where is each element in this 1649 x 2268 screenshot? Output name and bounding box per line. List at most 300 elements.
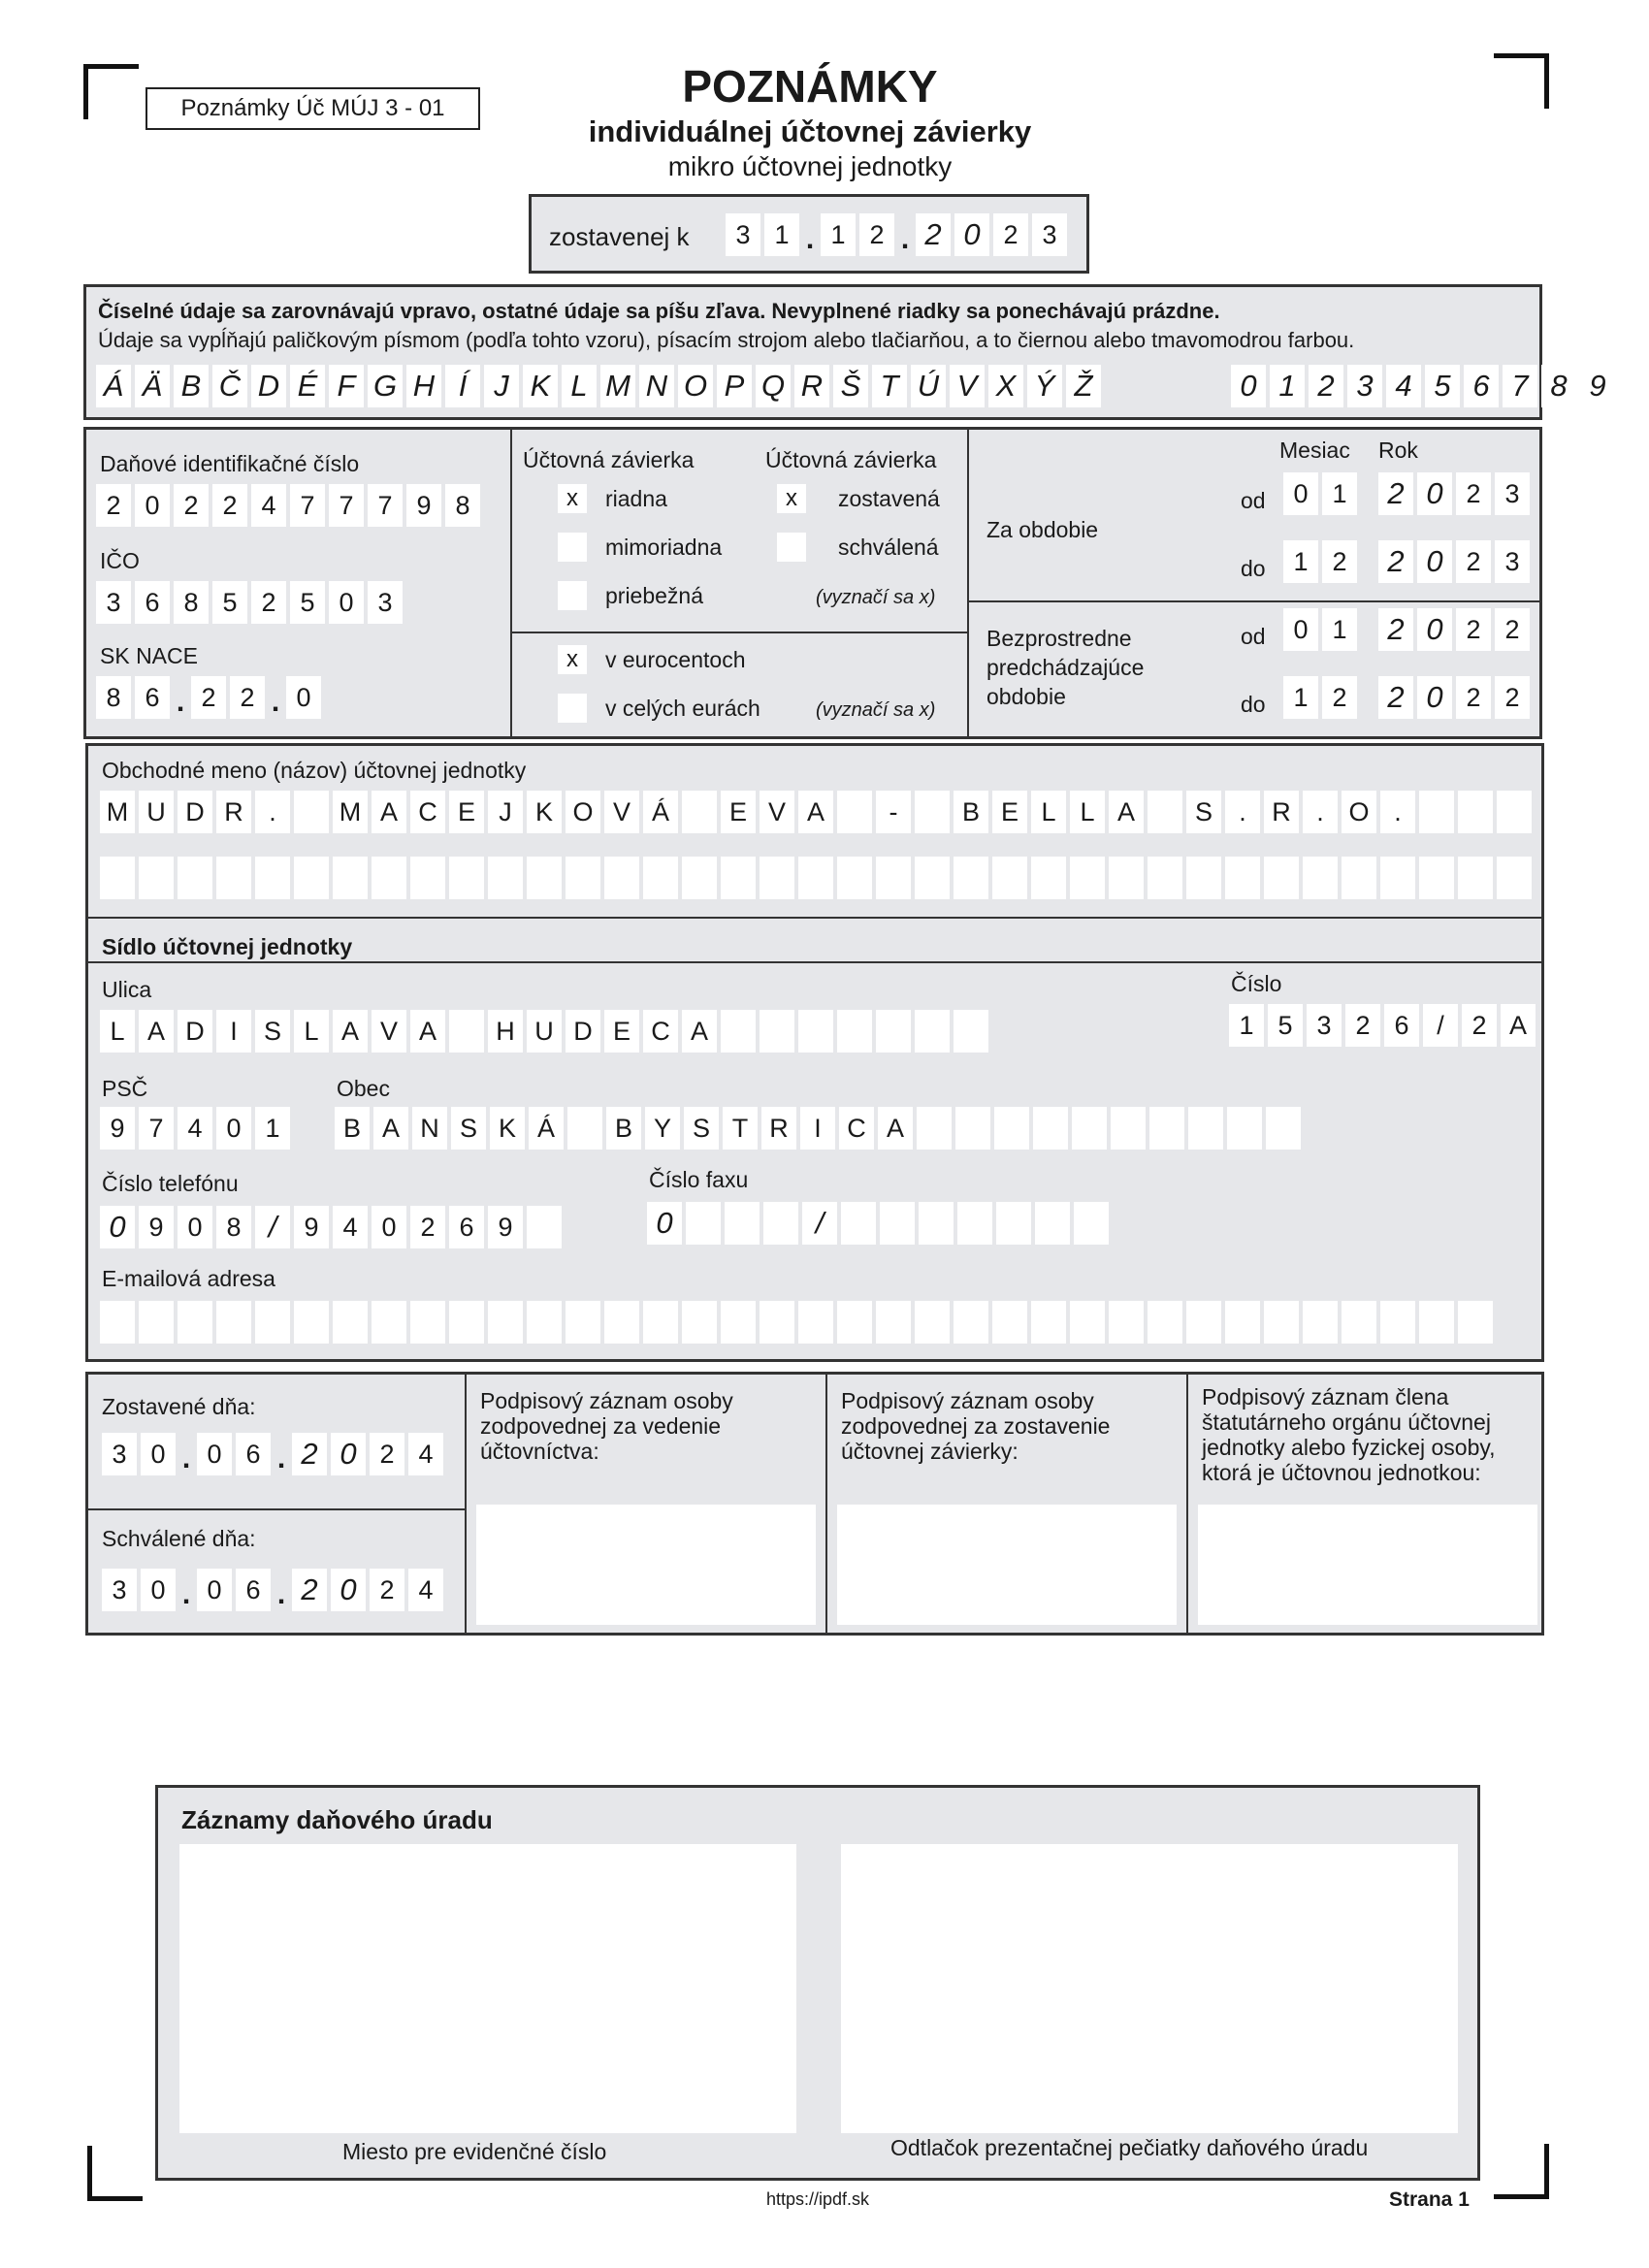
email-char[interactable] bbox=[255, 1301, 290, 1344]
month-digit[interactable]: 0 bbox=[1283, 608, 1318, 651]
year-digit[interactable]: 0 bbox=[1417, 540, 1452, 583]
year-digit[interactable]: 2 bbox=[1456, 472, 1491, 515]
email-char[interactable] bbox=[333, 1301, 368, 1344]
fax-char[interactable] bbox=[919, 1202, 954, 1245]
name-char[interactable] bbox=[1186, 857, 1221, 899]
date-digit[interactable]: 1 bbox=[764, 213, 799, 256]
dic-digit[interactable]: 2 bbox=[174, 484, 209, 527]
year-digit[interactable]: 2 bbox=[1378, 676, 1413, 719]
fax-field[interactable] bbox=[647, 1202, 1109, 1245]
fax-char[interactable] bbox=[1035, 1202, 1070, 1245]
email-char[interactable] bbox=[449, 1301, 484, 1344]
city-char[interactable]: B bbox=[335, 1107, 370, 1150]
name-char[interactable]: E bbox=[992, 791, 1027, 833]
email-char[interactable] bbox=[837, 1301, 872, 1344]
year-digit[interactable]: 2 bbox=[1456, 540, 1491, 583]
city-char[interactable] bbox=[1072, 1107, 1107, 1150]
name-char[interactable] bbox=[178, 857, 212, 899]
name-char[interactable] bbox=[721, 857, 756, 899]
psc-digit[interactable]: 0 bbox=[216, 1107, 251, 1150]
date-digit[interactable]: 2 bbox=[916, 213, 951, 256]
email-char[interactable] bbox=[294, 1301, 329, 1344]
year-digit[interactable]: 2 bbox=[1495, 608, 1530, 651]
year-digit[interactable]: 2 bbox=[1378, 472, 1413, 515]
ico-digit[interactable]: 3 bbox=[96, 581, 131, 624]
month-digit[interactable]: 2 bbox=[1322, 676, 1357, 719]
stamp-field[interactable] bbox=[841, 1844, 1458, 2133]
phone-char[interactable]: 9 bbox=[294, 1206, 329, 1248]
name-char[interactable] bbox=[566, 857, 600, 899]
number-char[interactable]: 6 bbox=[1384, 1004, 1419, 1047]
email-char[interactable] bbox=[604, 1301, 639, 1344]
psc-digit[interactable]: 1 bbox=[255, 1107, 290, 1150]
email-char[interactable] bbox=[682, 1301, 717, 1344]
name-char[interactable] bbox=[1264, 857, 1299, 899]
city-char[interactable]: B bbox=[606, 1107, 641, 1150]
name-char[interactable]: - bbox=[876, 791, 911, 833]
fax-char[interactable]: 0 bbox=[647, 1202, 682, 1245]
month-digit[interactable]: 2 bbox=[1322, 540, 1357, 583]
dic-digit[interactable]: 0 bbox=[135, 484, 170, 527]
fax-char[interactable] bbox=[957, 1202, 992, 1245]
city-char[interactable]: N bbox=[412, 1107, 447, 1150]
city-char[interactable]: A bbox=[878, 1107, 913, 1150]
email-char[interactable] bbox=[643, 1301, 678, 1344]
name-char[interactable]: V bbox=[760, 791, 794, 833]
month-digit[interactable]: 1 bbox=[1283, 540, 1318, 583]
approved-checkbox[interactable] bbox=[777, 533, 806, 562]
name-char[interactable] bbox=[216, 857, 251, 899]
dic-digit[interactable]: 7 bbox=[290, 484, 325, 527]
dic-digit[interactable]: 8 bbox=[445, 484, 480, 527]
street-char[interactable]: U bbox=[527, 1010, 562, 1053]
city-char[interactable]: Y bbox=[645, 1107, 680, 1150]
name-char[interactable] bbox=[837, 791, 872, 833]
name-char[interactable] bbox=[333, 857, 368, 899]
name-char[interactable]: S bbox=[1186, 791, 1221, 833]
signature-2-field[interactable] bbox=[837, 1505, 1177, 1625]
dic-digit[interactable]: 7 bbox=[368, 484, 403, 527]
street-char[interactable] bbox=[954, 1010, 988, 1053]
name-char[interactable] bbox=[876, 857, 911, 899]
phone-char[interactable]: 9 bbox=[488, 1206, 523, 1248]
regular-checkbox[interactable]: x bbox=[558, 484, 587, 513]
company-name-row-1[interactable] bbox=[100, 791, 1532, 833]
number-char[interactable]: A bbox=[1501, 1004, 1536, 1047]
street-char[interactable]: E bbox=[604, 1010, 639, 1053]
email-char[interactable] bbox=[100, 1301, 135, 1344]
street-char[interactable] bbox=[876, 1010, 911, 1053]
city-label: Obec bbox=[337, 1076, 390, 1101]
email-char[interactable] bbox=[876, 1301, 911, 1344]
city-char[interactable]: I bbox=[800, 1107, 835, 1150]
fax-char[interactable] bbox=[686, 1202, 721, 1245]
year-digit[interactable]: 2 bbox=[1378, 608, 1413, 651]
name-char[interactable]: O bbox=[1342, 791, 1376, 833]
dic-digit[interactable]: 4 bbox=[251, 484, 286, 527]
name-char[interactable] bbox=[1342, 857, 1376, 899]
name-char[interactable] bbox=[1380, 857, 1415, 899]
name-char[interactable] bbox=[915, 791, 950, 833]
name-char[interactable] bbox=[798, 857, 833, 899]
name-char[interactable] bbox=[255, 857, 290, 899]
psc-digit[interactable]: 9 bbox=[100, 1107, 135, 1150]
fax-char[interactable] bbox=[725, 1202, 760, 1245]
nace-digit[interactable]: 2 bbox=[191, 676, 226, 719]
number-char[interactable]: 2 bbox=[1462, 1004, 1497, 1047]
date-digit[interactable]: 0 bbox=[954, 213, 989, 256]
psc-digit[interactable]: 7 bbox=[139, 1107, 174, 1150]
date-digit[interactable]: 6 bbox=[236, 1569, 271, 1611]
year-digit[interactable]: 0 bbox=[1417, 608, 1452, 651]
city-char[interactable]: Á bbox=[529, 1107, 564, 1150]
name-char[interactable]: B bbox=[954, 791, 988, 833]
city-char[interactable]: S bbox=[684, 1107, 719, 1150]
signature-1-field[interactable] bbox=[476, 1505, 816, 1625]
city-char[interactable] bbox=[1149, 1107, 1184, 1150]
date-digit[interactable]: 0 bbox=[141, 1433, 176, 1475]
compiled-on-date[interactable] bbox=[102, 1433, 443, 1475]
city-char[interactable] bbox=[917, 1107, 952, 1150]
email-char[interactable] bbox=[1264, 1301, 1299, 1344]
nace-digit[interactable]: 8 bbox=[96, 676, 131, 719]
city-char[interactable] bbox=[1033, 1107, 1068, 1150]
street-char[interactable]: H bbox=[488, 1010, 523, 1053]
month-digit[interactable]: 1 bbox=[1322, 472, 1357, 515]
phone-char[interactable]: / bbox=[255, 1206, 290, 1248]
street-char[interactable]: I bbox=[216, 1010, 251, 1053]
year-digit[interactable]: 2 bbox=[1456, 676, 1491, 719]
email-char[interactable] bbox=[1109, 1301, 1144, 1344]
email-char[interactable] bbox=[992, 1301, 1027, 1344]
street-char[interactable]: L bbox=[100, 1010, 135, 1053]
date-digit[interactable]: 2 bbox=[370, 1433, 404, 1475]
dic-digit[interactable]: 2 bbox=[96, 484, 131, 527]
email-char[interactable] bbox=[954, 1301, 988, 1344]
name-char[interactable]: D bbox=[178, 791, 212, 833]
dic-digit[interactable]: 2 bbox=[212, 484, 247, 527]
ico-field[interactable] bbox=[96, 581, 403, 624]
ico-digit[interactable]: 0 bbox=[329, 581, 364, 624]
date-digit[interactable]: 3 bbox=[102, 1433, 137, 1475]
city-char[interactable] bbox=[955, 1107, 990, 1150]
name-char[interactable]: M bbox=[333, 791, 368, 833]
name-char[interactable]: E bbox=[721, 791, 756, 833]
phone-char[interactable]: 0 bbox=[100, 1206, 135, 1248]
email-char[interactable] bbox=[178, 1301, 212, 1344]
email-char[interactable] bbox=[139, 1301, 174, 1344]
name-char[interactable]: . bbox=[1225, 791, 1260, 833]
name-char[interactable]: U bbox=[139, 791, 174, 833]
nace-digit[interactable]: 2 bbox=[230, 676, 265, 719]
compiled-checkbox[interactable]: x bbox=[777, 484, 806, 513]
number-char[interactable]: 3 bbox=[1307, 1004, 1342, 1047]
date-digit[interactable]: 0 bbox=[197, 1569, 232, 1611]
name-char[interactable] bbox=[410, 857, 445, 899]
phone-field[interactable] bbox=[100, 1206, 562, 1248]
name-char[interactable] bbox=[1070, 857, 1105, 899]
dic-field[interactable] bbox=[96, 484, 480, 527]
phone-char[interactable]: 8 bbox=[216, 1206, 251, 1248]
name-char[interactable]: L bbox=[1031, 791, 1066, 833]
street-char[interactable]: A bbox=[410, 1010, 445, 1053]
street-char[interactable]: S bbox=[255, 1010, 290, 1053]
name-char[interactable] bbox=[1419, 857, 1454, 899]
compiled-date[interactable] bbox=[726, 213, 1067, 256]
nace-digit[interactable]: 6 bbox=[135, 676, 170, 719]
street-char[interactable]: A bbox=[333, 1010, 368, 1053]
number-char[interactable]: 1 bbox=[1229, 1004, 1264, 1047]
previous-from-field[interactable] bbox=[1283, 608, 1530, 651]
name-char[interactable]: A bbox=[798, 791, 833, 833]
name-char[interactable] bbox=[760, 857, 794, 899]
name-char[interactable]: O bbox=[566, 791, 600, 833]
city-char[interactable] bbox=[1111, 1107, 1146, 1150]
psc-field[interactable] bbox=[100, 1107, 290, 1150]
name-char[interactable] bbox=[139, 857, 174, 899]
number-char[interactable]: / bbox=[1423, 1004, 1458, 1047]
email-char[interactable] bbox=[527, 1301, 562, 1344]
name-char[interactable] bbox=[1109, 857, 1144, 899]
year-digit[interactable]: 0 bbox=[1417, 472, 1452, 515]
phone-char[interactable]: 0 bbox=[372, 1206, 406, 1248]
phone-char[interactable] bbox=[527, 1206, 562, 1248]
fax-char[interactable] bbox=[996, 1202, 1031, 1245]
email-char[interactable] bbox=[1148, 1301, 1182, 1344]
date-digit[interactable]: 2 bbox=[370, 1569, 404, 1611]
email-char[interactable] bbox=[1380, 1301, 1415, 1344]
email-char[interactable] bbox=[372, 1301, 406, 1344]
date-digit[interactable]: 3 bbox=[1032, 213, 1067, 256]
month-digit[interactable]: 1 bbox=[1322, 608, 1357, 651]
email-char[interactable] bbox=[760, 1301, 794, 1344]
phone-char[interactable]: 6 bbox=[449, 1206, 484, 1248]
name-char[interactable] bbox=[1497, 791, 1532, 833]
name-char[interactable]: . bbox=[1380, 791, 1415, 833]
ico-digit[interactable]: 8 bbox=[174, 581, 209, 624]
name-char[interactable] bbox=[643, 857, 678, 899]
year-digit[interactable]: 0 bbox=[1417, 676, 1452, 719]
name-char[interactable] bbox=[1419, 791, 1454, 833]
name-char[interactable]: K bbox=[527, 791, 562, 833]
psc-digit[interactable]: 4 bbox=[178, 1107, 212, 1150]
name-char[interactable] bbox=[1458, 857, 1493, 899]
street-char[interactable]: A bbox=[139, 1010, 174, 1053]
street-char[interactable]: L bbox=[294, 1010, 329, 1053]
date-digit[interactable]: 4 bbox=[408, 1569, 443, 1611]
current-from-field[interactable] bbox=[1283, 472, 1530, 515]
street-char[interactable] bbox=[721, 1010, 756, 1053]
name-char[interactable]: C bbox=[410, 791, 445, 833]
phone-char[interactable]: 2 bbox=[410, 1206, 445, 1248]
email-char[interactable] bbox=[1070, 1301, 1105, 1344]
street-number-field[interactable] bbox=[1229, 1004, 1536, 1047]
name-char[interactable] bbox=[604, 857, 639, 899]
city-char[interactable] bbox=[1266, 1107, 1301, 1150]
year-digit[interactable]: 2 bbox=[1495, 676, 1530, 719]
name-char[interactable] bbox=[682, 791, 717, 833]
fax-char[interactable] bbox=[763, 1202, 798, 1245]
name-char[interactable]: Á bbox=[643, 791, 678, 833]
phone-char[interactable]: 9 bbox=[139, 1206, 174, 1248]
fax-char[interactable] bbox=[880, 1202, 915, 1245]
name-char[interactable]: E bbox=[449, 791, 484, 833]
year-digit[interactable]: 2 bbox=[1456, 608, 1491, 651]
name-char[interactable]: R bbox=[216, 791, 251, 833]
city-char[interactable]: S bbox=[451, 1107, 486, 1150]
name-char[interactable] bbox=[837, 857, 872, 899]
name-char[interactable] bbox=[294, 791, 329, 833]
current-to-field[interactable] bbox=[1283, 540, 1530, 583]
email-char[interactable] bbox=[1225, 1301, 1260, 1344]
nace-field[interactable] bbox=[96, 676, 321, 719]
email-char[interactable] bbox=[1186, 1301, 1221, 1344]
month-digit[interactable]: 0 bbox=[1283, 472, 1318, 515]
year-digit[interactable]: 3 bbox=[1495, 540, 1530, 583]
email-char[interactable] bbox=[1419, 1301, 1454, 1344]
city-char[interactable] bbox=[1188, 1107, 1223, 1150]
street-char[interactable] bbox=[837, 1010, 872, 1053]
street-char[interactable]: C bbox=[643, 1010, 678, 1053]
fax-char[interactable] bbox=[1074, 1202, 1109, 1245]
date-digit[interactable]: 0 bbox=[197, 1433, 232, 1475]
email-char[interactable] bbox=[721, 1301, 756, 1344]
phone-char[interactable]: 4 bbox=[333, 1206, 368, 1248]
date-digit[interactable]: 6 bbox=[236, 1433, 271, 1475]
registration-number-field[interactable] bbox=[179, 1844, 796, 2133]
street-char[interactable] bbox=[760, 1010, 794, 1053]
name-char[interactable]: R bbox=[1264, 791, 1299, 833]
name-char[interactable] bbox=[682, 857, 717, 899]
signature-3-field[interactable] bbox=[1198, 1505, 1537, 1625]
date-digit[interactable]: 0 bbox=[331, 1433, 366, 1475]
email-char[interactable] bbox=[566, 1301, 600, 1344]
name-char[interactable]: . bbox=[255, 791, 290, 833]
ico-digit[interactable]: 5 bbox=[212, 581, 247, 624]
company-name-row-2[interactable] bbox=[100, 857, 1532, 899]
extraordinary-checkbox[interactable] bbox=[558, 533, 587, 562]
name-char[interactable] bbox=[1303, 857, 1338, 899]
fax-char[interactable]: / bbox=[802, 1202, 837, 1245]
date-digit[interactable]: 0 bbox=[141, 1569, 176, 1611]
email-char[interactable] bbox=[1031, 1301, 1066, 1344]
name-char[interactable]: A bbox=[372, 791, 406, 833]
name-char[interactable] bbox=[449, 857, 484, 899]
ico-digit[interactable]: 6 bbox=[135, 581, 170, 624]
city-char[interactable]: T bbox=[723, 1107, 758, 1150]
name-char[interactable] bbox=[992, 857, 1027, 899]
number-char[interactable]: 2 bbox=[1345, 1004, 1380, 1047]
dic-digit[interactable]: 9 bbox=[406, 484, 441, 527]
number-char[interactable]: 5 bbox=[1268, 1004, 1303, 1047]
name-char[interactable] bbox=[527, 857, 562, 899]
phone-char[interactable]: 0 bbox=[178, 1206, 212, 1248]
nace-digit[interactable]: 0 bbox=[286, 676, 321, 719]
email-char[interactable] bbox=[410, 1301, 445, 1344]
date-digit[interactable]: 3 bbox=[726, 213, 760, 256]
approved-on-date[interactable] bbox=[102, 1569, 443, 1611]
street-char[interactable] bbox=[915, 1010, 950, 1053]
email-char[interactable] bbox=[798, 1301, 833, 1344]
ico-digit[interactable]: 2 bbox=[251, 581, 286, 624]
name-char[interactable]: V bbox=[604, 791, 639, 833]
name-char[interactable] bbox=[1148, 857, 1182, 899]
name-char[interactable]: M bbox=[100, 791, 135, 833]
ico-digit[interactable]: 3 bbox=[368, 581, 403, 624]
email-char[interactable] bbox=[488, 1301, 523, 1344]
email-char[interactable] bbox=[915, 1301, 950, 1344]
regular-label: riadna bbox=[605, 486, 667, 511]
street-char[interactable]: D bbox=[178, 1010, 212, 1053]
date-digit[interactable]: 2 bbox=[993, 213, 1028, 256]
interim-checkbox[interactable] bbox=[558, 581, 587, 610]
date-digit[interactable]: 4 bbox=[408, 1433, 443, 1475]
street-char[interactable]: V bbox=[372, 1010, 406, 1053]
date-digit[interactable]: 3 bbox=[102, 1569, 137, 1611]
email-char[interactable] bbox=[1303, 1301, 1338, 1344]
name-char[interactable] bbox=[488, 857, 523, 899]
date-digit[interactable]: 1 bbox=[821, 213, 856, 256]
sample-letter: F bbox=[329, 365, 364, 407]
city-char[interactable]: R bbox=[761, 1107, 796, 1150]
city-char[interactable]: C bbox=[839, 1107, 874, 1150]
name-char[interactable]: A bbox=[1109, 791, 1144, 833]
city-char[interactable] bbox=[1227, 1107, 1262, 1150]
street-char[interactable]: D bbox=[566, 1010, 600, 1053]
dic-digit[interactable]: 7 bbox=[329, 484, 364, 527]
street-char[interactable]: A bbox=[682, 1010, 717, 1053]
name-char[interactable]: L bbox=[1070, 791, 1105, 833]
city-field[interactable] bbox=[335, 1107, 1301, 1150]
date-digit[interactable]: 0 bbox=[331, 1569, 366, 1611]
email-char[interactable] bbox=[1342, 1301, 1376, 1344]
street-field[interactable] bbox=[100, 1010, 988, 1053]
previous-to-field[interactable] bbox=[1283, 676, 1530, 719]
date-digit[interactable]: 2 bbox=[292, 1433, 327, 1475]
name-char[interactable] bbox=[294, 857, 329, 899]
name-char[interactable] bbox=[1225, 857, 1260, 899]
street-char[interactable] bbox=[449, 1010, 484, 1053]
month-digit[interactable]: 1 bbox=[1283, 676, 1318, 719]
name-char[interactable] bbox=[915, 857, 950, 899]
year-digit[interactable]: 3 bbox=[1495, 472, 1530, 515]
email-char[interactable] bbox=[216, 1301, 251, 1344]
date-digit[interactable]: 2 bbox=[859, 213, 894, 256]
name-char[interactable] bbox=[1031, 857, 1066, 899]
email-char[interactable] bbox=[1458, 1301, 1493, 1344]
name-char[interactable] bbox=[100, 857, 135, 899]
name-char[interactable] bbox=[1148, 791, 1182, 833]
city-char[interactable] bbox=[994, 1107, 1029, 1150]
name-char[interactable] bbox=[954, 857, 988, 899]
city-char[interactable]: A bbox=[373, 1107, 408, 1150]
ico-digit[interactable]: 5 bbox=[290, 581, 325, 624]
city-char[interactable]: K bbox=[490, 1107, 525, 1150]
name-char[interactable] bbox=[1458, 791, 1493, 833]
street-char[interactable] bbox=[798, 1010, 833, 1053]
city-char[interactable] bbox=[567, 1107, 602, 1150]
name-char[interactable] bbox=[1497, 857, 1532, 899]
whole-euros-checkbox[interactable] bbox=[558, 694, 587, 723]
name-char[interactable] bbox=[372, 857, 406, 899]
fax-char[interactable] bbox=[841, 1202, 876, 1245]
eurocents-checkbox[interactable]: x bbox=[558, 645, 587, 674]
email-field[interactable] bbox=[100, 1301, 1493, 1344]
date-digit[interactable]: 2 bbox=[292, 1569, 327, 1611]
year-digit[interactable]: 2 bbox=[1378, 540, 1413, 583]
name-char[interactable]: . bbox=[1303, 791, 1338, 833]
name-char[interactable]: J bbox=[488, 791, 523, 833]
